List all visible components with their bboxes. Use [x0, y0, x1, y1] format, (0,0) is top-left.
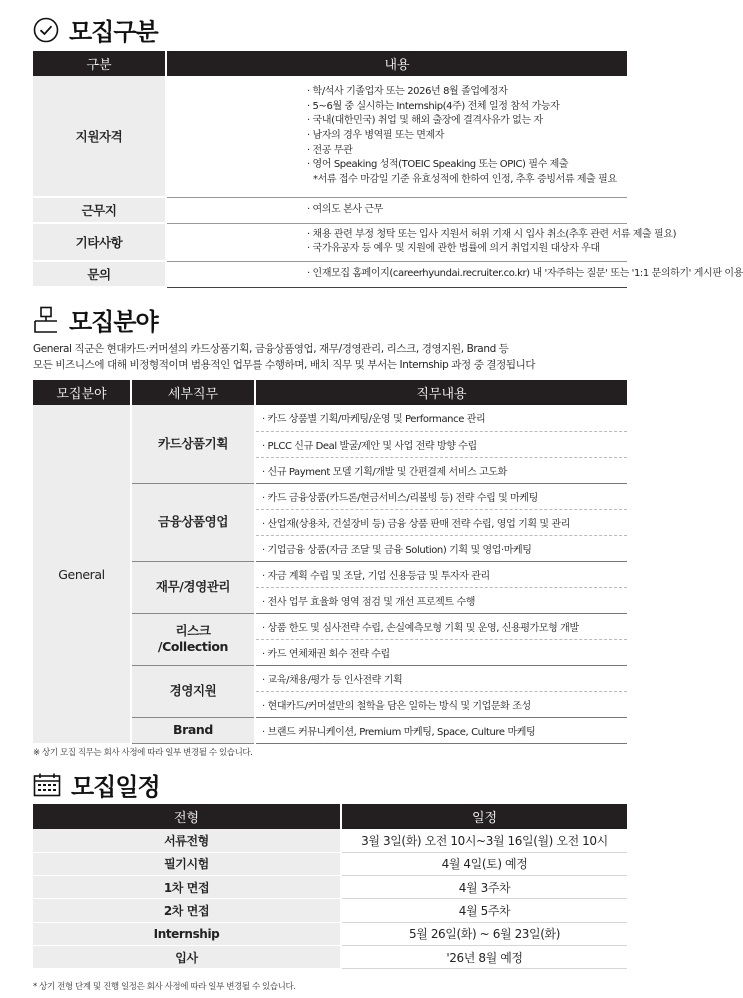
section-title-text: 모집분야	[69, 308, 158, 336]
table-header-row	[33, 51, 627, 76]
field-note: ※ 상기 모집 직무는 회사 사정에 따라 일부 변경될 수 있습니다.	[33, 748, 253, 758]
table-row	[33, 876, 627, 899]
header-subjob: 세부직무	[131, 380, 255, 405]
content-line: · 5~6월 중 실시하는 Internship(4주) 전체 일정 참석 가능자	[307, 100, 560, 112]
task-item: · 자금 계획 수립 및 조달, 기업 신용등급 및 투자자 관리	[255, 561, 627, 587]
table-row	[33, 852, 627, 875]
content-line: · 학/석사 기졸업자 또는 2026년 8월 졸업예정자	[307, 86, 508, 98]
stage-name: 2차 면접	[33, 899, 341, 922]
subjob-brand: Brand	[131, 717, 255, 743]
task-item: · 카드 금융상품(카드론/현금서비스/리볼빙 등) 전략 수립 및 마케팅	[255, 483, 627, 509]
table-row	[33, 899, 627, 922]
section-title-text: 모집구분	[69, 18, 158, 46]
table-row	[33, 829, 627, 852]
header-job-content: 직무내용	[255, 380, 627, 405]
stage-name: 1차 면접	[33, 876, 341, 899]
task-item: · 카드 연체채권 회수 전략 수립	[255, 639, 627, 665]
stage-name: 필기시험	[33, 852, 341, 875]
row-content-location	[166, 197, 627, 223]
table-row	[33, 945, 627, 968]
section-title-text: 모집일정	[71, 773, 160, 801]
org-chart-icon	[33, 306, 59, 334]
check-circle-icon	[33, 17, 59, 43]
task-item: · 신규 Payment 모델 기획/개발 및 간편결제 서비스 고도화	[255, 457, 627, 483]
row-content-misc	[166, 223, 677, 261]
task-item: · 브랜드 커뮤니케이션, Premium 마케팅, Space, Culture 마케팅	[255, 717, 627, 743]
task-item: · 현대카드/커머셜만의 철학을 담은 일하는 방식 및 기업문화 조성	[255, 691, 627, 717]
subjob-card-planning: 카드상품기획	[131, 405, 255, 483]
content-line: · 남자의 경우 병역필 또는 면제자	[307, 129, 445, 141]
content-line: · 채용 관련 부정 청탁 또는 입사 지원서 허위 기재 시 입사 취소(추후 관련 서류 제출 필요)	[307, 228, 677, 240]
field-general: General	[33, 405, 131, 743]
table-row	[33, 223, 627, 261]
table-row	[33, 197, 627, 223]
subjob-finance-management: 재무/경영관리	[131, 561, 255, 613]
section-recruitment-category-title	[33, 12, 158, 47]
intro-line: General 직군은 현대카드·커머셜의 카드상품기획, 금융상품영업, 재무/경영관리, 리스크, 경영지원, Brand 등	[33, 343, 509, 355]
stage-name: Internship	[33, 922, 341, 945]
table-row	[33, 405, 627, 431]
intro-line: 모든 비즈니스에 대해 비정형적이며 범용적인 업무를 수행하며, 배치 직무 및 부서는 Internship 과정 중 결정됩니다	[33, 359, 536, 371]
subjob-finance-sales: 금융상품영업	[131, 483, 255, 561]
stage-name: 입사	[33, 945, 341, 968]
stage-date: '26년 8월 예정	[341, 945, 627, 968]
stage-date: 4월 4일(토) 예정	[341, 852, 627, 875]
recruitment-field-table	[33, 380, 627, 744]
header-schedule: 일정	[341, 804, 627, 829]
table-row	[33, 922, 627, 945]
stage-date: 4월 3주차	[341, 876, 627, 899]
row-category-misc: 기타사항	[33, 223, 166, 261]
row-category-inquiry: 문의	[33, 261, 166, 287]
row-content-eligibility	[166, 76, 627, 197]
table-header-row	[33, 380, 627, 405]
content-line: · 국내(대한민국) 취업 및 해외 출장에 결격사유가 없는 자	[307, 115, 543, 127]
stage-name: 서류전형	[33, 829, 341, 852]
stage-date: 4월 5주차	[341, 899, 627, 922]
stage-date: 5월 26일(화) ~ 6월 23일(화)	[341, 922, 627, 945]
task-item: · 카드 상품별 기획/마케팅/운영 및 Performance 관리	[255, 405, 627, 431]
task-item: · 기업금융 상품(자금 조달 및 금융 Solution) 기획 및 영업·마케팅	[255, 535, 627, 561]
subjob-risk-collection: 리스크 /Collection	[131, 613, 255, 665]
content-line: *서류 접수 마감일 기준 유효성적에 한하여 인정, 추후 증빙서류 제출 필요	[313, 173, 617, 185]
table-header-row	[33, 804, 627, 829]
recruitment-schedule-table	[33, 804, 627, 969]
table-row	[33, 261, 627, 287]
task-item: · 산업재(상용차, 건설장비 등) 금융 상품 판매 전략 수립, 영업 기획 및 관리	[255, 509, 627, 535]
section-recruitment-schedule-title	[33, 767, 160, 802]
task-item: · 교육/채용/평가 등 인사전략 기획	[255, 665, 627, 691]
row-category-eligibility: 지원자격	[33, 76, 166, 197]
field-intro	[33, 341, 535, 373]
task-item: · 전사 업무 효율화 영역 점검 및 개선 프로젝트 수행	[255, 587, 627, 613]
section-recruitment-field-title	[33, 302, 158, 337]
header-field: 모집분야	[33, 380, 131, 405]
header-category: 구분	[33, 51, 166, 76]
row-content-inquiry	[166, 261, 743, 287]
subjob-management-support: 경영지원	[131, 665, 255, 717]
content-line: · 국가유공자 등 예우 및 지원에 관한 법률에 의거 취업지원 대상자 우대	[307, 243, 600, 255]
calendar-icon	[33, 773, 61, 797]
recruitment-category-table	[33, 51, 743, 288]
task-item: · 상품 한도 및 심사전략 수립, 손실예측모형 기획 및 운영, 신용평가모형 개발	[255, 613, 627, 639]
content-line: · 전공 무관	[307, 144, 353, 156]
content-line: · 인재모집 홈페이지(careerhyundai.recruiter.co.kr) 내 '자주하는 질문' 또는 '1:1 문의하기' 게시판 이용	[307, 267, 743, 279]
header-content: 내용	[166, 51, 627, 76]
content-line: · 여의도 본사 근무	[307, 203, 383, 215]
task-item: · PLCC 신규 Deal 발굴/제안 및 사업 전략 방향 수립	[255, 431, 627, 457]
content-line: · 영어 Speaking 성적(TOEIC Speaking 또는 OPIC) 필수 제출	[307, 159, 569, 171]
schedule-note: * 상기 전형 단계 및 진행 일정은 회사 사정에 따라 일부 변경될 수 있습니다.	[33, 982, 296, 992]
row-category-location: 근무지	[33, 197, 166, 223]
table-row	[33, 76, 627, 197]
stage-date: 3월 3일(화) 오전 10시~3월 16일(월) 오전 10시	[341, 829, 627, 852]
header-stage: 전형	[33, 804, 341, 829]
